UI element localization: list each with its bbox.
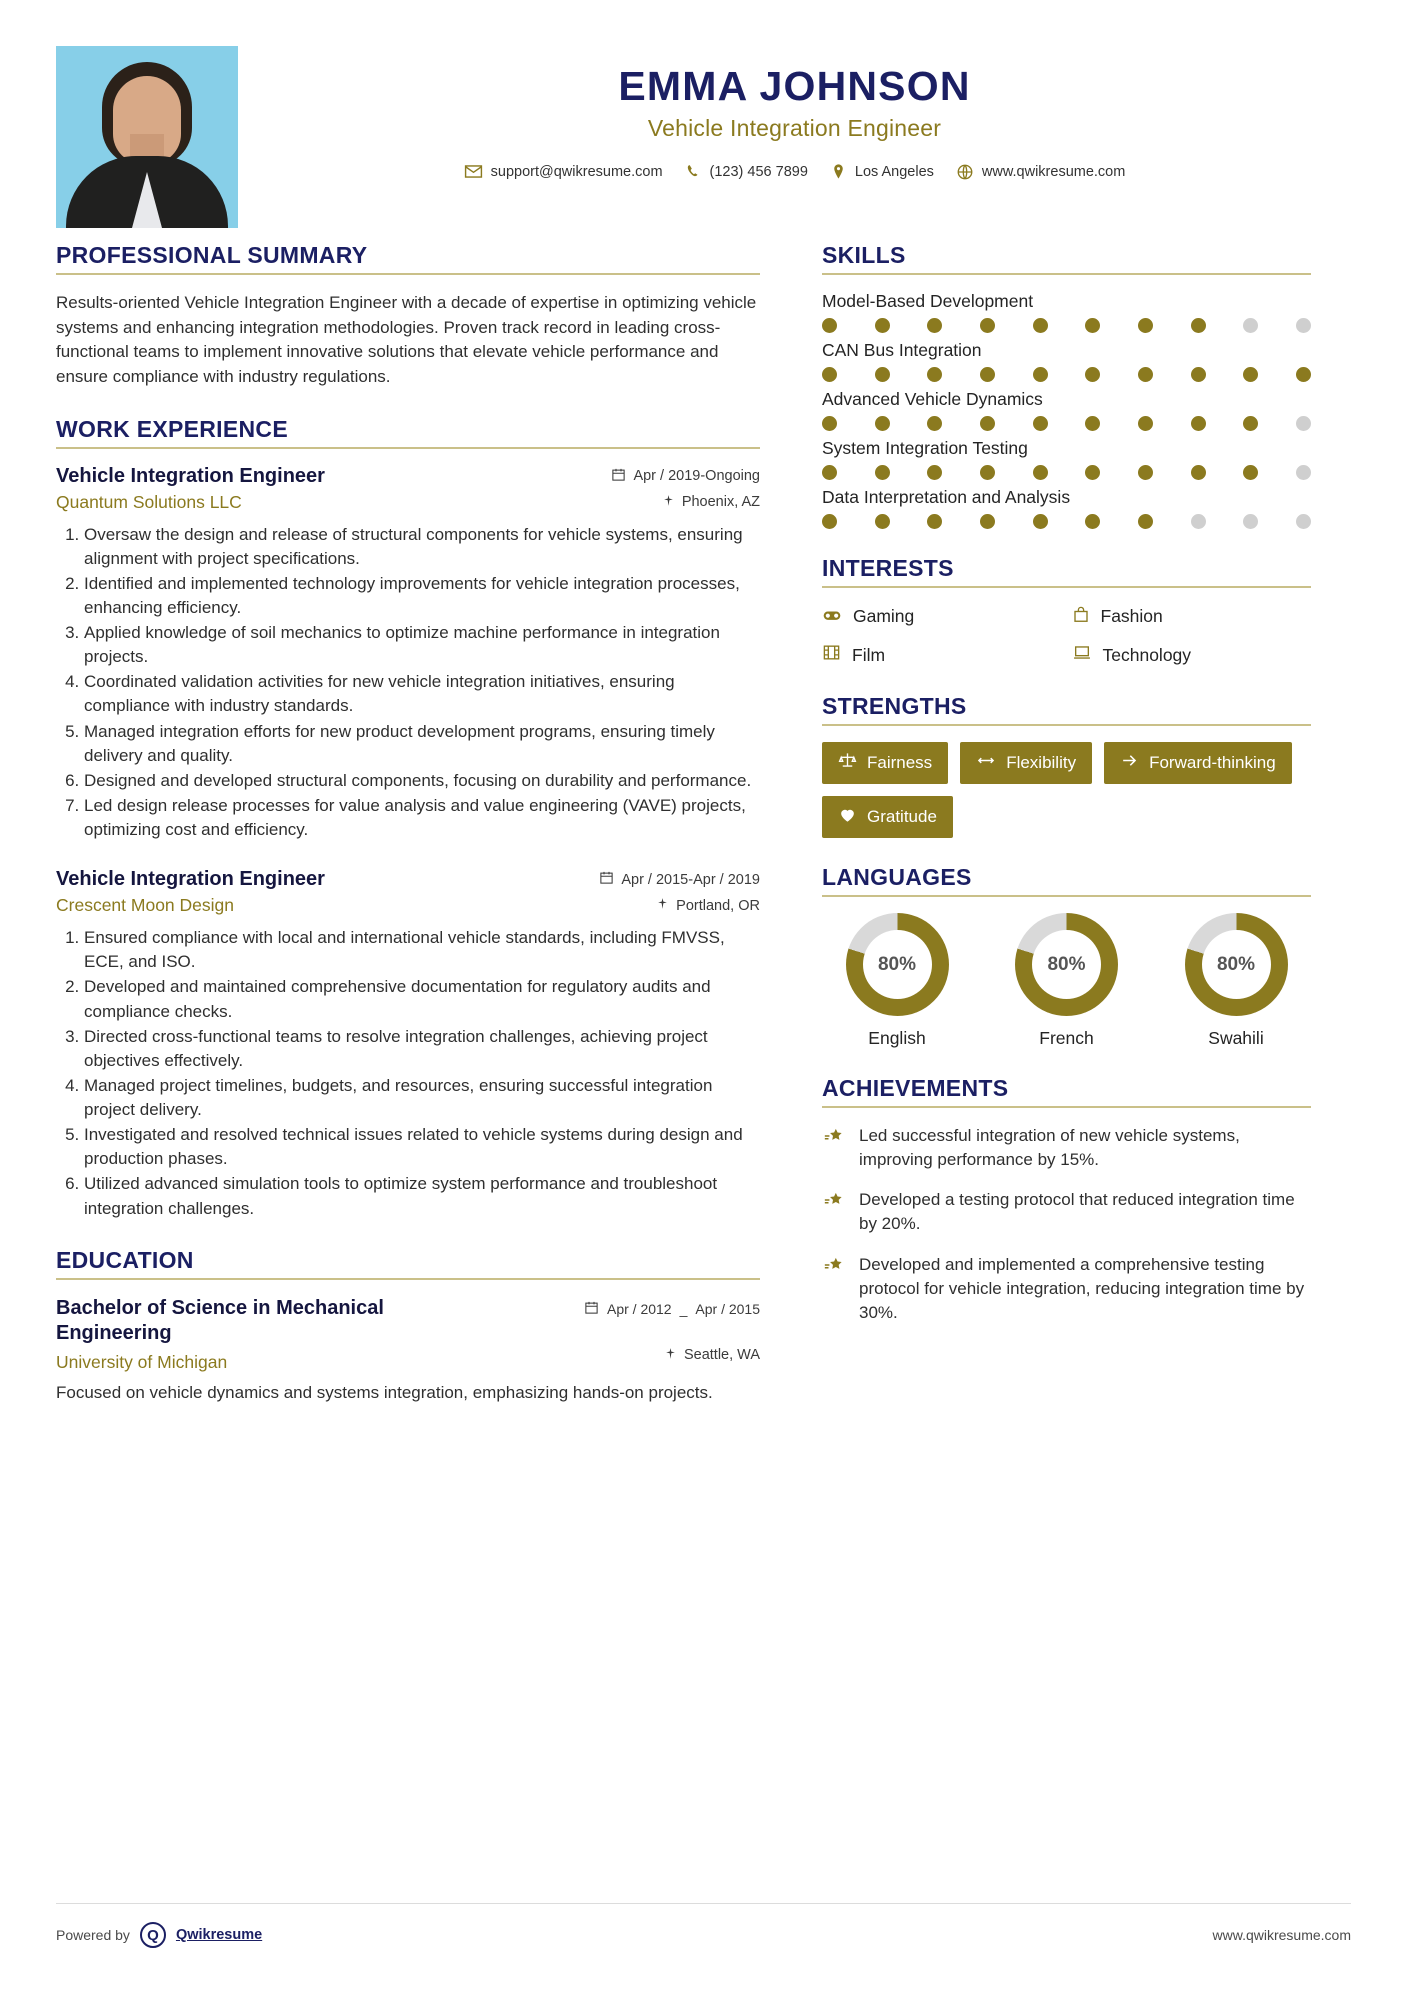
job-dates	[611, 467, 760, 486]
job-bullet: 5. Managed integration efforts for new product development programs, ensuring timely delivery and quality.	[84, 720, 760, 768]
job-title: Vehicle Integration Engineer	[56, 868, 325, 891]
job-bullet: 3. Directed cross-functional teams to resolve integration challenges, achieving project objectives effectively.	[84, 1025, 760, 1073]
section-education	[56, 1247, 760, 1406]
education-description: Focused on vehicle dynamics and systems integration, emphasizing hands-on projects.	[56, 1382, 713, 1402]
language-name: French	[1039, 1028, 1094, 1048]
interest-item	[822, 604, 1062, 629]
skill-dot-filled	[980, 514, 995, 529]
job-bullet: 1. Ensured compliance with local and international vehicle standards, including FMVSS, ECE, and ISO.	[84, 926, 760, 974]
scales-icon	[838, 751, 857, 775]
section-work-experience	[56, 416, 760, 1221]
summary-text: Results-oriented Vehicle Integration Engineer with a decade of expertise in optimizing vehicle systems and enhancing integration methodologies. Proven track record in leading cross-functional teams to implement innovative solutions that elevate vehicle performance and ensure compliance with industry regulations.	[56, 293, 757, 386]
skill-dot-filled	[1138, 416, 1153, 431]
qwikresume-logo-icon: Q	[140, 1922, 166, 1948]
contact-website[interactable]	[956, 163, 1125, 181]
skill-item	[822, 340, 1311, 382]
skill-dot-filled	[1085, 416, 1100, 431]
job-location-text: Phoenix, AZ	[681, 494, 760, 511]
skill-dot-filled	[927, 514, 942, 529]
header-main	[238, 46, 1351, 181]
skill-dot-filled	[1085, 465, 1100, 480]
job-bullet: 6. Utilized advanced simulation tools to optimize system performance and troubleshoot integration challenges.	[84, 1172, 760, 1220]
skill-item	[822, 291, 1311, 333]
skill-dot-filled	[1243, 367, 1258, 382]
skill-dot-filled	[1191, 465, 1206, 480]
language-percent: 80%	[1032, 930, 1101, 999]
job-bullets	[56, 926, 760, 1221]
pin-icon	[656, 896, 669, 915]
skill-dot-filled	[822, 318, 837, 333]
education-degree: Bachelor of Science in Mechanical Engineering	[56, 1296, 384, 1344]
skill-dot-empty	[1243, 318, 1258, 333]
skill-dot-filled	[1138, 318, 1153, 333]
job-location	[662, 493, 760, 512]
skill-dot-filled	[980, 367, 995, 382]
job-bullet: 4. Managed project timelines, budgets, and resources, ensuring successful integration project delivery.	[84, 1074, 760, 1122]
globe-icon	[956, 163, 974, 181]
calendar-icon	[611, 467, 626, 486]
interest-label: Film	[852, 644, 886, 665]
candidate-role: Vehicle Integration Engineer	[647, 115, 942, 142]
education-location	[664, 1346, 760, 1365]
skill-dot-filled	[875, 416, 890, 431]
candidate-name: EMMA JOHNSON	[618, 63, 971, 109]
right-column	[796, 242, 1311, 1431]
skill-dot-filled	[1243, 416, 1258, 431]
job-title: Vehicle Integration Engineer	[56, 464, 325, 487]
powered-by-label: Powered by	[56, 1927, 130, 1943]
job-bullet: 5. Investigated and resolved technical issues related to vehicle systems during design and production phases.	[84, 1123, 760, 1171]
section-title: SKILLS	[822, 242, 906, 268]
avatar	[56, 46, 238, 228]
job-dates-text: Apr / 2015-Apr / 2019	[621, 871, 760, 888]
skill-rating	[822, 367, 1311, 382]
calendar-icon	[599, 870, 614, 889]
language-name: English	[868, 1028, 926, 1048]
strength-label: Forward-thinking	[1149, 753, 1276, 772]
skill-dot-empty	[1191, 514, 1206, 529]
experience-item	[56, 868, 760, 1221]
section-divider	[822, 724, 1311, 726]
section-divider	[822, 273, 1311, 275]
achievement-item	[822, 1124, 1311, 1172]
skill-dot-filled	[1296, 367, 1311, 382]
job-company: Crescent Moon Design	[56, 895, 234, 916]
interest-label: Fashion	[1100, 606, 1163, 626]
contact-location[interactable]	[830, 163, 934, 180]
job-bullet: 3. Applied knowledge of soil mechanics to optimize machine performance in integration projects.	[84, 621, 760, 669]
skill-rating	[822, 416, 1311, 431]
gamepad-icon	[822, 604, 842, 629]
section-title: STRENGTHS	[822, 693, 967, 719]
language-progress-ring	[846, 913, 949, 1016]
section-achievements	[822, 1075, 1311, 1325]
skill-dot-empty	[1296, 318, 1311, 333]
strength-label: Fairness	[867, 753, 933, 772]
handbag-icon	[1072, 605, 1090, 629]
job-bullet: 1. Oversaw the design and release of structural components for vehicle systems, ensuring alignment with project specifications.	[84, 523, 760, 571]
star-badge-icon	[822, 1188, 846, 1236]
section-languages	[822, 864, 1311, 1049]
job-location-text: Portland, OR	[676, 897, 760, 914]
section-divider	[822, 895, 1311, 897]
star-badge-icon	[822, 1124, 846, 1172]
skill-name: Model-Based Development	[822, 291, 1034, 311]
job-bullets	[56, 523, 760, 843]
skill-dot-filled	[822, 465, 837, 480]
section-title: EDUCATION	[56, 1246, 194, 1273]
language-progress-ring	[1185, 913, 1288, 1016]
skill-item	[822, 438, 1311, 480]
heart-icon	[838, 805, 857, 829]
skill-dot-filled	[1033, 318, 1048, 333]
section-divider	[822, 1106, 1311, 1108]
language-item	[822, 913, 972, 1049]
skill-dot-filled	[1085, 514, 1100, 529]
contact-bar	[238, 162, 1351, 181]
skill-dot-filled	[980, 416, 995, 431]
section-professional-summary	[56, 242, 760, 390]
phone-icon	[685, 163, 702, 180]
skill-name: CAN Bus Integration	[822, 340, 982, 360]
language-item	[992, 913, 1142, 1049]
calendar-icon	[584, 1300, 599, 1318]
skill-dot-empty	[1243, 514, 1258, 529]
interest-item	[822, 643, 1062, 667]
education-date-separator: _	[679, 1300, 688, 1317]
skill-dot-filled	[875, 318, 890, 333]
skill-dot-empty	[1296, 514, 1311, 529]
section-title: ACHIEVEMENTS	[822, 1075, 1009, 1101]
language-percent: 80%	[1202, 930, 1271, 999]
job-location	[656, 896, 760, 915]
education-date-to: Apr / 2015	[695, 1300, 760, 1317]
contact-email-text: support@qwikresume.com	[490, 163, 663, 180]
star-badge-icon	[822, 1253, 846, 1325]
section-divider	[56, 1278, 760, 1280]
achievement-item	[822, 1188, 1311, 1236]
job-bullet: 2. Identified and implemented technology improvements for vehicle integration processes, enhancing efficiency.	[84, 572, 760, 620]
experience-item	[56, 465, 760, 843]
skill-dot-filled	[875, 465, 890, 480]
skill-dot-filled	[1191, 318, 1206, 333]
skill-dot-filled	[927, 367, 942, 382]
skill-dot-filled	[1191, 367, 1206, 382]
skill-name: Data Interpretation and Analysis	[822, 487, 1071, 507]
language-name: Swahili	[1208, 1028, 1264, 1048]
interest-item	[1072, 643, 1312, 667]
pin-icon	[664, 1346, 677, 1365]
job-dates	[599, 870, 760, 889]
pin-icon	[662, 493, 675, 512]
skill-dot-filled	[822, 367, 837, 382]
job-company: Quantum Solutions LLC	[56, 491, 242, 512]
skill-dot-filled	[1138, 514, 1153, 529]
left-column	[56, 242, 796, 1431]
section-title: INTERESTS	[822, 555, 954, 581]
contact-website-text: www.qwikresume.com	[981, 163, 1126, 180]
skill-dot-filled	[1033, 465, 1048, 480]
education-school: University of Michigan	[56, 1351, 228, 1372]
section-divider	[56, 273, 760, 275]
section-divider	[56, 447, 760, 449]
job-bullet: 7. Led design release processes for value analysis and value engineering (VAVE) projects, optimizing cost and efficiency.	[84, 794, 760, 842]
achievement-text: Developed a testing protocol that reduced integration time by 20%.	[859, 1190, 1295, 1234]
strength-chip	[822, 796, 953, 838]
skill-dot-filled	[875, 367, 890, 382]
interest-item	[1072, 604, 1312, 629]
language-percent: 80%	[863, 930, 932, 999]
skill-dot-empty	[1296, 465, 1311, 480]
contact-phone-text: (123) 456 7899	[709, 163, 808, 180]
skill-dot-filled	[1138, 367, 1153, 382]
skill-dot-filled	[822, 514, 837, 529]
skill-dot-filled	[1033, 416, 1048, 431]
education-dates	[584, 1296, 760, 1318]
job-bullet: 6. Designed and developed structural components, focusing on durability and performance.	[84, 769, 760, 793]
skill-dot-empty	[1296, 416, 1311, 431]
resume-body	[56, 242, 1351, 1431]
education-location-text: Seattle, WA	[683, 1347, 760, 1364]
strength-label: Gratitude	[867, 807, 937, 826]
arrow-right-icon	[1120, 751, 1139, 775]
qwikresume-link[interactable]: Qwikresume	[175, 1927, 263, 1943]
laptop-icon	[1072, 643, 1092, 667]
mail-icon	[464, 162, 483, 181]
strength-chip	[822, 742, 948, 784]
section-divider	[822, 586, 1311, 588]
footer-brand	[56, 1922, 262, 1948]
skill-name: Advanced Vehicle Dynamics	[822, 389, 1043, 409]
achievement-item	[822, 1253, 1311, 1325]
contact-email[interactable]	[464, 162, 663, 181]
contact-phone[interactable]	[685, 163, 808, 180]
job-dates-text: Apr / 2019-Ongoing	[633, 468, 760, 485]
skill-dot-filled	[927, 465, 942, 480]
strength-chip	[960, 742, 1092, 784]
skill-dot-filled	[980, 465, 995, 480]
education-date-from: Apr / 2012	[606, 1300, 672, 1317]
skill-dot-filled	[822, 416, 837, 431]
job-bullet: 4. Coordinated validation activities for new vehicle integration initiatives, ensuring compliance with industry standards.	[84, 670, 760, 718]
skill-item	[822, 487, 1311, 529]
footer-website[interactable]: www.qwikresume.com	[1212, 1927, 1351, 1943]
resume-header	[56, 46, 1351, 242]
skill-dot-filled	[1138, 465, 1153, 480]
section-title: WORK EXPERIENCE	[56, 415, 288, 442]
section-title: LANGUAGES	[822, 864, 972, 890]
footer	[56, 1922, 1351, 1948]
strength-chip	[1104, 742, 1292, 784]
skill-rating	[822, 318, 1311, 333]
strength-label: Flexibility	[1006, 753, 1077, 772]
film-icon	[822, 643, 841, 667]
skill-dot-filled	[1085, 318, 1100, 333]
skill-dot-filled	[927, 416, 942, 431]
achievement-text: Led successful integration of new vehicle systems, improving performance by 15%.	[859, 1126, 1240, 1170]
interest-label: Gaming	[853, 606, 915, 626]
skill-name: System Integration Testing	[822, 438, 1028, 458]
achievement-text: Developed and implemented a comprehensive testing protocol for vehicle integration, reducing integration time by 30%.	[859, 1254, 1305, 1322]
job-bullet: 2. Developed and maintained comprehensive documentation for regulatory audits and compliance checks.	[84, 975, 760, 1023]
skill-dot-filled	[1033, 367, 1048, 382]
location-pin-icon	[830, 163, 847, 180]
skill-dot-filled	[1085, 367, 1100, 382]
skill-dot-filled	[1191, 416, 1206, 431]
language-item	[1161, 913, 1311, 1049]
arrows-horizontal-icon	[976, 751, 996, 775]
section-strengths	[822, 693, 1311, 838]
skill-dot-filled	[1033, 514, 1048, 529]
language-progress-ring	[1015, 913, 1118, 1016]
footer-divider	[56, 1903, 1351, 1904]
skill-rating	[822, 514, 1311, 529]
skill-rating	[822, 465, 1311, 480]
skill-dot-filled	[927, 318, 942, 333]
skill-dot-filled	[875, 514, 890, 529]
section-interests	[822, 555, 1311, 667]
skill-dot-filled	[980, 318, 995, 333]
skill-item	[822, 389, 1311, 431]
section-skills	[822, 242, 1311, 529]
section-title: PROFESSIONAL SUMMARY	[56, 242, 368, 268]
contact-location-text: Los Angeles	[854, 163, 934, 180]
skill-dot-filled	[1243, 465, 1258, 480]
interest-label: Technology	[1102, 644, 1192, 665]
